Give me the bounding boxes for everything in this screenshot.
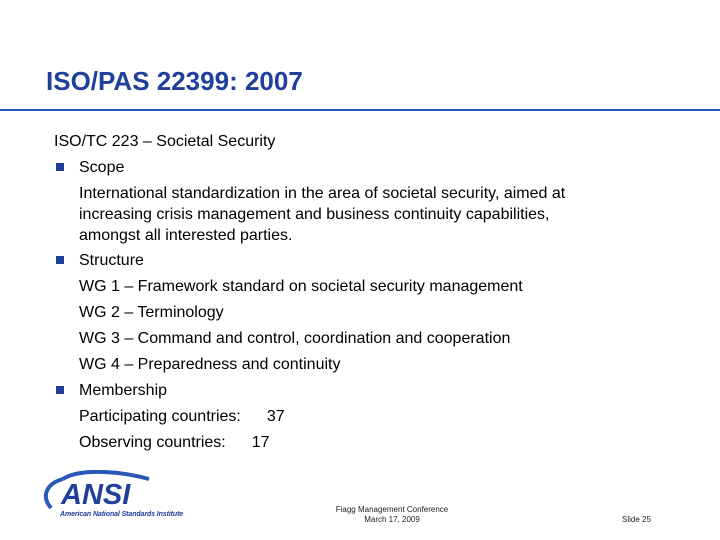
structure-line-4: WG 4 – Preparedness and continuity [79,356,341,373]
slide-number: Slide 25 [622,515,651,524]
observing-countries-value: 17 [251,434,270,451]
square-bullet-icon [56,163,64,171]
footer-center [328,505,456,525]
square-bullet-icon [56,256,64,264]
logo-wordmark: ANSI [61,479,131,511]
slide-title: ISO/PAS 22399: 2007 [46,66,303,96]
bullet-scope [54,157,694,178]
scope-description [54,183,669,246]
observing-countries-row [54,432,694,453]
bullet-label-structure: Structure [79,252,144,269]
footer-date: March 17, 2009 [364,515,420,524]
footer-event: Fiagg Management Conference [335,505,449,514]
bullet-structure [54,250,694,271]
bullet-label-membership: Membership [79,382,168,399]
participating-countries-value: 37 [266,408,285,425]
scope-line-1: International standardization in the area of societal security, aimed at [79,185,566,202]
title-divider [0,109,720,111]
participating-countries-label: Participating countries: [79,408,241,425]
observing-countries-label: Observing countries: [79,434,226,451]
structure-line-3: WG 3 – Command and control, coordination and cooperation [79,330,511,347]
scope-line-2: increasing crisis management and business continuity capabilities, [79,206,550,223]
square-bullet-icon [56,386,64,394]
logo-subtitle: American National Standards Institute [60,511,184,518]
ansi-logo [43,470,213,526]
structure-line-2: WG 2 – Terminology [79,304,224,321]
bullet-label-scope: Scope [79,159,125,176]
intro-line: ISO/TC 223 – Societal Security [54,133,276,150]
scope-line-3: amongst all interested parties. [79,227,293,244]
structure-line-1: WG 1 – Framework standard on societal security management [79,278,523,295]
participating-countries-row [54,406,694,427]
bullet-membership [54,380,694,401]
slide-content [54,131,694,458]
